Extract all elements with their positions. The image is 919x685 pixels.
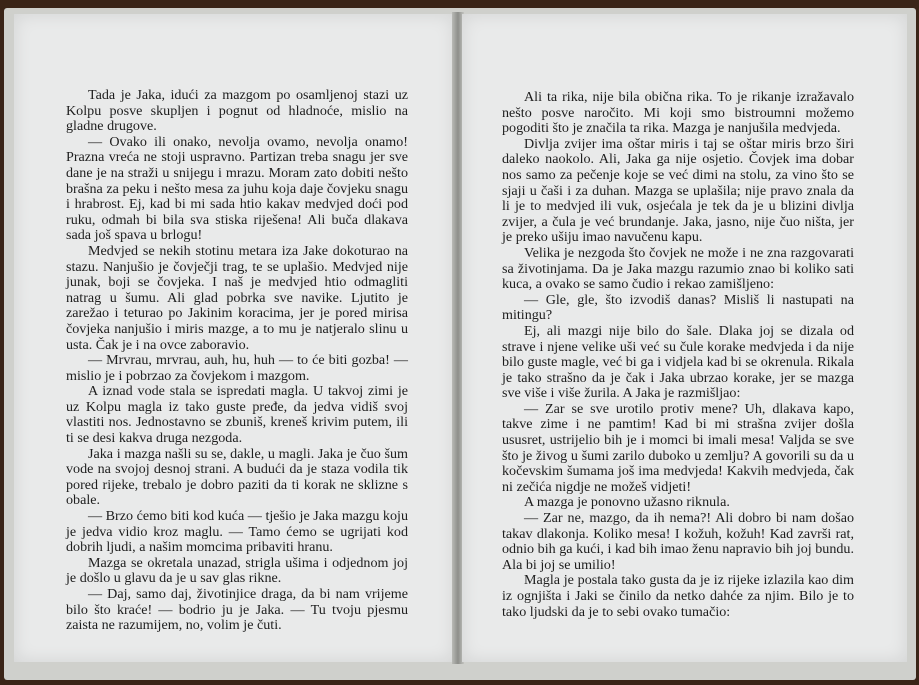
paragraph: Medvjed se nekih stotinu metara iza Jake dokoturao na stazu. Nanjušio je čovječji trag, te se uplašio. Medvjed nije junak, boji se čovjeka. I naš je medvjed htio odmagliti natrag u šumu. Ali glad pobrka sve navike. Ljutito je zarežao i teturao po Jakinim koracima, jer je pored mirisa čovjeka nanjušio i miris mazge, a to mu je natjeralo slinu u usta. Čak je i na ovce zaboravio. [66,242,408,353]
paragraph: — Zar se sve urotilo protiv mene? Uh, dlakava kapo, takve zime i ne pamtim! Kad bi mi strašna zvijer došla ususret, ustrijelio bih je i momci bi imali mesa! Valjda se sve što je živog u šumi zarilo duboko u zemlju? A govorili su da u kočevskim šumama još ima medvjeda! Kakvih medvjeda, čak ni zečića nigdje ne možeš vidjeti! [502,400,854,495]
paragraph: Velika je nezgoda što čovjek ne može i ne zna razgovarati sa životinjama. Da je Jaka mazgu razumio znao bi koliko sati kuca, a ovako se samo čudio i rekao zamišljeno: [502,244,854,293]
paragraph: Mazga se okretala unazad, strigla ušima i odjednom joj je došlo u glavu da je u sav glas rikne. [66,554,408,587]
paragraph: A iznad vode stala se ispredati magla. U takvoj zimi je uz Kolpu magla iz tako guste pređe, da jedva vidiš svoj vlastiti nos. Jednostavno se zbuniš, kreneš krivim putem, ili ti se desi kakva druga nezgoda. [66,383,408,447]
paragraph: Jaka i mazga našli su se, dakle, u magli. Jaka je čuo šum vode na svojoj desnoj strani. A budući da je staza vodila tik pored rijeke, trebalo je dobro paziti da ti korak ne sklizne s obale. [66,445,408,509]
paragraph: — Daj, samo daj, životinjice draga, da bi nam vrijeme bilo što kraće! — bodrio ju je Jaka. — Tu tvoju pjesmu zaista ne razumijem, no, volim je čuti. [66,586,408,634]
right-page-text [502,90,854,620]
paragraph: — Zar ne, mazgo, da ih nema?! Ali dobro bi nam došao takav dlakonja. Koliko mesa! I kožuh, kožuh! Kad završi rat, odnio bih ga kući, i kad bih imao ženu napravio bih joj bundu. Ala bi joj se umilio! [502,510,854,573]
paragraph: Ej, ali mazgi nije bilo do šale. Dlaka joj se dizala od strave i njene velike uši već su čule korake medvjeda i da nije bilo guste magle, već bi ga i vidjela kad bi se okrenula. Rikala je tako strašno da je čak i Jaka ubrzao korake, jer se mazga sve više i više žurila. A Jaka je razmišljao: [502,322,854,402]
right-page [462,14,907,662]
paragraph: — Brzo ćemo biti kod kuća — tješio je Jaka mazgu koju je jedva vidio kroz maglu. — Tamo ćemo se ugrijati kod dobrih ljudi, a našim momcima pribaviti hranu. [66,508,408,556]
paragraph: Divlja zvijer ima oštar miris i taj se oštar miris brzo širi daleko naokolo. Ali, Jaka ga nije osjetio. Čovjek ima dobar nos samo za pečenje koje se već dimi na stolu, za vino što se sjaji u čaši i za duhan. Mazga se uplašila; nije pravo znala da li je to medvjed ili vuk, osjećala je tek da je u blizini divlja zvijer, a čula je već brundanje. Jaka, jasno, nije čuo ništa, jer je preko ušiju imao navučenu kapu. [502,135,854,246]
paragraph: Tada je Jaka, idući za mazgom po osamljenoj stazi uz Kolpu posve skupljen i pognut od hladnoće, mislio na gladne drugove. [66,87,408,135]
paragraph: — Ovako ili onako, nevolja ovamo, nevolja onamo! Prazna vreća ne stoji uspravno. Partizan treba snagu jer sve dane je na straži u snijegu i mrazu. Moram zato dobiti nešto brašna za peku i nešto mesa za juhu koja daje čovjeku snagu i hrabrost. Ej, kad bi mi sada htio kakav medvjed doći pod ruku, odmah bi bila sva stiska riješena! Ali buča dlakava sada još spava u brlogu! [66,133,408,244]
paragraph: — Gle, gle, što izvodiš danas? Misliš li nastupati na mitingu? [502,291,854,324]
paragraph: Ali ta rika, nije bila obična rika. To je rikanje izražavalo nešto posve naročito. Mi koji smo bistroumni možemo pogoditi što je značila ta rika. Mazga je nanjušila medvjeda. [502,89,854,137]
paragraph: Magla je postala tako gusta da je iz rijeke izlazila kao dim iz ognjišta i Jaki se činilo da netko dahće za njim. Bilo je to tako ljudski da je to sebi ovako tumačio: [502,572,854,620]
paragraph: A mazga je ponovno užasno riknula. [524,494,730,511]
left-page [14,14,454,662]
paragraph: — Mrvrau, mrvrau, auh, hu, huh — to će biti gozba! — mislio je i pobrzao za čovjekom i mazgom. [66,352,408,384]
left-page-text [66,88,408,634]
